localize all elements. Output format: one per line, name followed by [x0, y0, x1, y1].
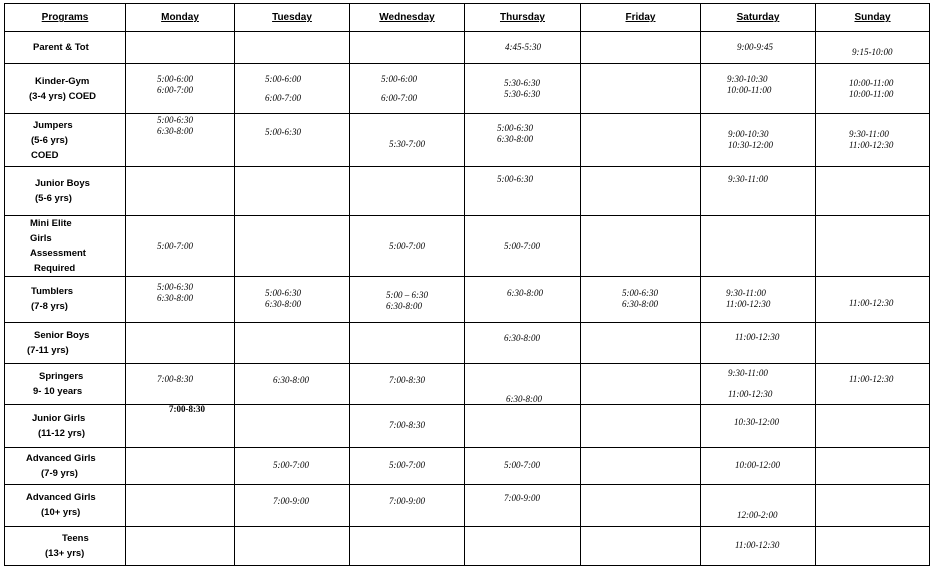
time-cell — [465, 447, 581, 484]
col-header-tuesday: Tuesday — [235, 4, 350, 32]
time-cell — [816, 404, 930, 447]
time-cell — [235, 32, 350, 64]
table-row — [5, 114, 930, 167]
time-cell — [816, 363, 930, 404]
header-row — [5, 4, 930, 32]
table-row — [5, 447, 930, 484]
time-cell — [350, 447, 465, 484]
program-name-line: (3-4 yrs) COED — [29, 90, 97, 102]
program-name-line: Junior Boys — [35, 178, 90, 190]
time-slot: 7:00-8:30 — [169, 404, 205, 415]
col-header-programs: Programs — [5, 4, 126, 32]
time-slot: 5:00-6:30 — [265, 288, 301, 299]
time-slot: 11:00-12:30 — [726, 299, 771, 310]
program-name-line: Mini Elite — [30, 218, 72, 230]
schedule-body — [5, 32, 930, 566]
program-name-line: (5-6 yrs) — [31, 134, 68, 146]
time-cell — [816, 32, 930, 64]
program-name-line: Senior Boys — [34, 329, 90, 341]
table-row — [5, 322, 930, 363]
col-header-saturday: Saturday — [701, 4, 816, 32]
table-row — [5, 216, 930, 277]
time-cell — [235, 363, 350, 404]
time-cell — [350, 277, 465, 322]
time-cell — [350, 64, 465, 114]
program-cell — [5, 216, 126, 277]
program-cell — [5, 322, 126, 363]
time-cell — [350, 32, 465, 64]
time-cell — [816, 484, 930, 526]
time-slot: 9:30-11:00 — [728, 367, 768, 378]
program-name-line: Teens — [62, 532, 89, 544]
program-name-line: Advanced Girls — [26, 492, 96, 504]
time-slot: 9:00-9:45 — [737, 42, 773, 53]
time-cell — [465, 32, 581, 64]
program-cell — [5, 277, 126, 322]
time-slot: 6:30-8:00 — [497, 134, 533, 145]
program-cell — [5, 404, 126, 447]
time-cell — [235, 526, 350, 565]
time-cell — [126, 363, 235, 404]
program-cell — [5, 167, 126, 216]
time-slot: 6:00-7:00 — [265, 92, 301, 103]
time-cell — [701, 404, 816, 447]
program-cell — [5, 484, 126, 526]
time-slot: 7:00-9:00 — [273, 495, 309, 506]
time-slot: 4:45-5:30 — [505, 42, 541, 53]
schedule-table — [4, 3, 930, 566]
time-slot: 5:00-6:30 — [265, 126, 301, 137]
time-slot: 11:00-12:30 — [849, 140, 894, 151]
time-cell — [581, 114, 701, 167]
time-slot: 11:00-12:30 — [849, 374, 894, 385]
time-slot: 10:00-11:00 — [849, 77, 894, 88]
time-cell — [701, 167, 816, 216]
program-name-line: Advanced Girls — [26, 452, 96, 464]
time-cell — [350, 404, 465, 447]
time-cell — [235, 167, 350, 216]
table-row — [5, 484, 930, 526]
time-cell — [581, 404, 701, 447]
col-header-sunday: Sunday — [816, 4, 930, 32]
time-cell — [701, 32, 816, 64]
time-slot: 9:30-10:30 — [727, 73, 768, 84]
time-slot: 5:00 – 6:30 — [386, 290, 428, 301]
time-cell — [126, 64, 235, 114]
time-slot: 9:30-11:00 — [728, 173, 768, 184]
program-name-line: Tumblers — [31, 286, 74, 298]
time-cell — [350, 526, 465, 565]
program-name-line: Junior Girls — [32, 412, 86, 424]
time-cell — [465, 404, 581, 447]
time-cell — [701, 484, 816, 526]
time-slot: 5:00-6:00 — [157, 73, 193, 84]
time-slot: 5:00-7:00 — [389, 240, 425, 251]
time-slot: 11:00-12:30 — [849, 297, 894, 308]
time-cell — [350, 114, 465, 167]
time-cell — [465, 167, 581, 216]
time-cell — [701, 216, 816, 277]
time-cell — [465, 114, 581, 167]
time-slot: 5:00-6:30 — [157, 282, 193, 293]
time-slot: 10:00-11:00 — [849, 88, 894, 99]
time-cell — [816, 447, 930, 484]
time-cell — [701, 447, 816, 484]
time-cell — [350, 363, 465, 404]
time-cell — [701, 526, 816, 565]
time-cell — [581, 64, 701, 114]
time-slot: 6:30-8:00 — [157, 293, 193, 304]
program-name-line: (10+ yrs) — [41, 507, 81, 519]
col-header-wednesday: Wednesday — [350, 4, 465, 32]
time-cell — [126, 404, 235, 447]
table-row — [5, 526, 930, 565]
time-cell — [465, 216, 581, 277]
time-slot: 6:30-8:00 — [386, 301, 422, 312]
program-name-line: COED — [31, 149, 59, 161]
time-slot: 10:00-11:00 — [727, 84, 772, 95]
time-cell — [126, 526, 235, 565]
time-cell — [350, 484, 465, 526]
time-slot: 9:30-11:00 — [849, 129, 889, 140]
time-cell — [701, 322, 816, 363]
col-header-monday: Monday — [126, 4, 235, 32]
time-cell — [235, 114, 350, 167]
time-slot: 5:00-6:00 — [265, 73, 301, 84]
time-cell — [816, 167, 930, 216]
time-cell — [465, 363, 581, 404]
program-name-line: (13+ yrs) — [45, 547, 85, 559]
time-cell — [816, 216, 930, 277]
time-slot: 6:30-8:00 — [157, 126, 193, 137]
time-slot: 5:00-7:00 — [389, 460, 425, 471]
time-slot: 11:00-12:30 — [735, 540, 780, 551]
program-name-line: Kinder-Gym — [35, 75, 90, 87]
time-slot: 9:15-10:00 — [852, 47, 893, 58]
time-cell — [465, 277, 581, 322]
time-cell — [581, 447, 701, 484]
time-slot: 5:00-6:30 — [622, 288, 658, 299]
time-slot: 10:30-12:00 — [734, 417, 779, 428]
time-slot: 9:00-10:30 — [728, 129, 769, 140]
time-slot: 7:00-8:30 — [157, 374, 193, 385]
time-cell — [581, 167, 701, 216]
time-slot: 10:00-12:00 — [735, 460, 780, 471]
time-slot: 7:00-8:30 — [389, 420, 425, 431]
time-cell — [235, 322, 350, 363]
time-cell — [581, 484, 701, 526]
time-cell — [816, 64, 930, 114]
program-name-line: Assessment — [30, 248, 86, 260]
time-slot: 6:30-8:00 — [273, 375, 309, 386]
time-slot: 5:00-7:00 — [504, 460, 540, 471]
time-cell — [816, 277, 930, 322]
program-name-line: Parent & Tot — [33, 42, 89, 54]
program-name-line: (11-12 yrs) — [38, 427, 86, 439]
program-name-line: Girls — [30, 233, 52, 245]
time-cell — [816, 114, 930, 167]
program-cell — [5, 64, 126, 114]
time-cell — [701, 64, 816, 114]
time-slot: 7:00-9:00 — [389, 495, 425, 506]
table-row — [5, 404, 930, 447]
program-name-line: (7-8 yrs) — [31, 301, 68, 313]
time-cell — [701, 114, 816, 167]
time-cell — [126, 447, 235, 484]
time-cell — [235, 277, 350, 322]
table-row — [5, 32, 930, 64]
time-cell — [581, 32, 701, 64]
time-cell — [126, 484, 235, 526]
table-row — [5, 363, 930, 404]
time-slot: 5:00-7:00 — [273, 460, 309, 471]
time-cell — [235, 404, 350, 447]
program-name-line: (7-11 yrs) — [27, 344, 69, 356]
program-name-line: 9- 10 years — [33, 385, 83, 397]
program-cell — [5, 114, 126, 167]
table-row — [5, 64, 930, 114]
program-cell — [5, 32, 126, 64]
time-cell — [581, 277, 701, 322]
time-slot: 6:00-7:00 — [157, 84, 193, 95]
time-cell — [350, 167, 465, 216]
table-row — [5, 277, 930, 322]
col-header-friday: Friday — [581, 4, 701, 32]
time-slot: 10:30-12:00 — [728, 140, 773, 151]
table-row — [5, 167, 930, 216]
time-cell — [816, 322, 930, 363]
program-name-line: (7-9 yrs) — [41, 467, 78, 479]
time-slot: 5:00-6:30 — [157, 115, 193, 126]
time-slot: 7:00-8:30 — [389, 375, 425, 386]
time-slot: 9:30-11:00 — [726, 288, 766, 299]
time-cell — [465, 526, 581, 565]
time-slot: 11:00-12:30 — [728, 388, 773, 399]
program-name-line: Springers — [39, 370, 84, 382]
time-cell — [581, 526, 701, 565]
time-slot: 12:00-2:00 — [737, 509, 778, 520]
time-slot: 5:00-7:00 — [157, 240, 193, 251]
time-cell — [701, 363, 816, 404]
program-cell — [5, 526, 126, 565]
time-cell — [581, 363, 701, 404]
col-header-thursday: Thursday — [465, 4, 581, 32]
time-slot: 5:30-6:30 — [504, 88, 540, 99]
time-cell — [126, 216, 235, 277]
time-cell — [465, 64, 581, 114]
time-slot: 7:00-9:00 — [504, 492, 540, 503]
time-cell — [350, 216, 465, 277]
time-slot: 5:00-6:30 — [497, 173, 533, 184]
time-slot: 5:00-6:30 — [497, 123, 533, 134]
time-cell — [126, 322, 235, 363]
time-cell — [465, 484, 581, 526]
time-cell — [235, 447, 350, 484]
time-cell — [350, 322, 465, 363]
time-cell — [126, 167, 235, 216]
time-slot: 6:30-8:00 — [265, 299, 301, 310]
program-name-line: Required — [34, 263, 76, 275]
time-slot: 6:30-8:00 — [507, 287, 543, 298]
time-cell — [126, 114, 235, 167]
time-slot: 5:30-6:30 — [504, 77, 540, 88]
time-cell — [465, 322, 581, 363]
program-cell — [5, 447, 126, 484]
time-slot: 11:00-12:30 — [735, 332, 780, 343]
time-cell — [235, 216, 350, 277]
time-slot: 6:00-7:00 — [381, 92, 417, 103]
time-cell — [581, 216, 701, 277]
time-slot: 5:30-7:00 — [389, 138, 425, 149]
time-slot: 5:00-6:00 — [381, 73, 417, 84]
time-cell — [126, 277, 235, 322]
time-cell — [126, 32, 235, 64]
time-cell — [581, 322, 701, 363]
program-name-line: (5-6 yrs) — [35, 193, 72, 205]
program-name-line: Jumpers — [33, 119, 73, 131]
time-slot: 6:30-8:00 — [504, 333, 540, 344]
time-slot: 5:00-7:00 — [504, 240, 540, 251]
time-slot: 6:30-8:00 — [622, 299, 658, 310]
program-cell — [5, 363, 126, 404]
time-cell — [701, 277, 816, 322]
time-cell — [235, 64, 350, 114]
time-cell — [816, 526, 930, 565]
time-cell — [235, 484, 350, 526]
time-slot: 6:30-8:00 — [506, 394, 542, 405]
